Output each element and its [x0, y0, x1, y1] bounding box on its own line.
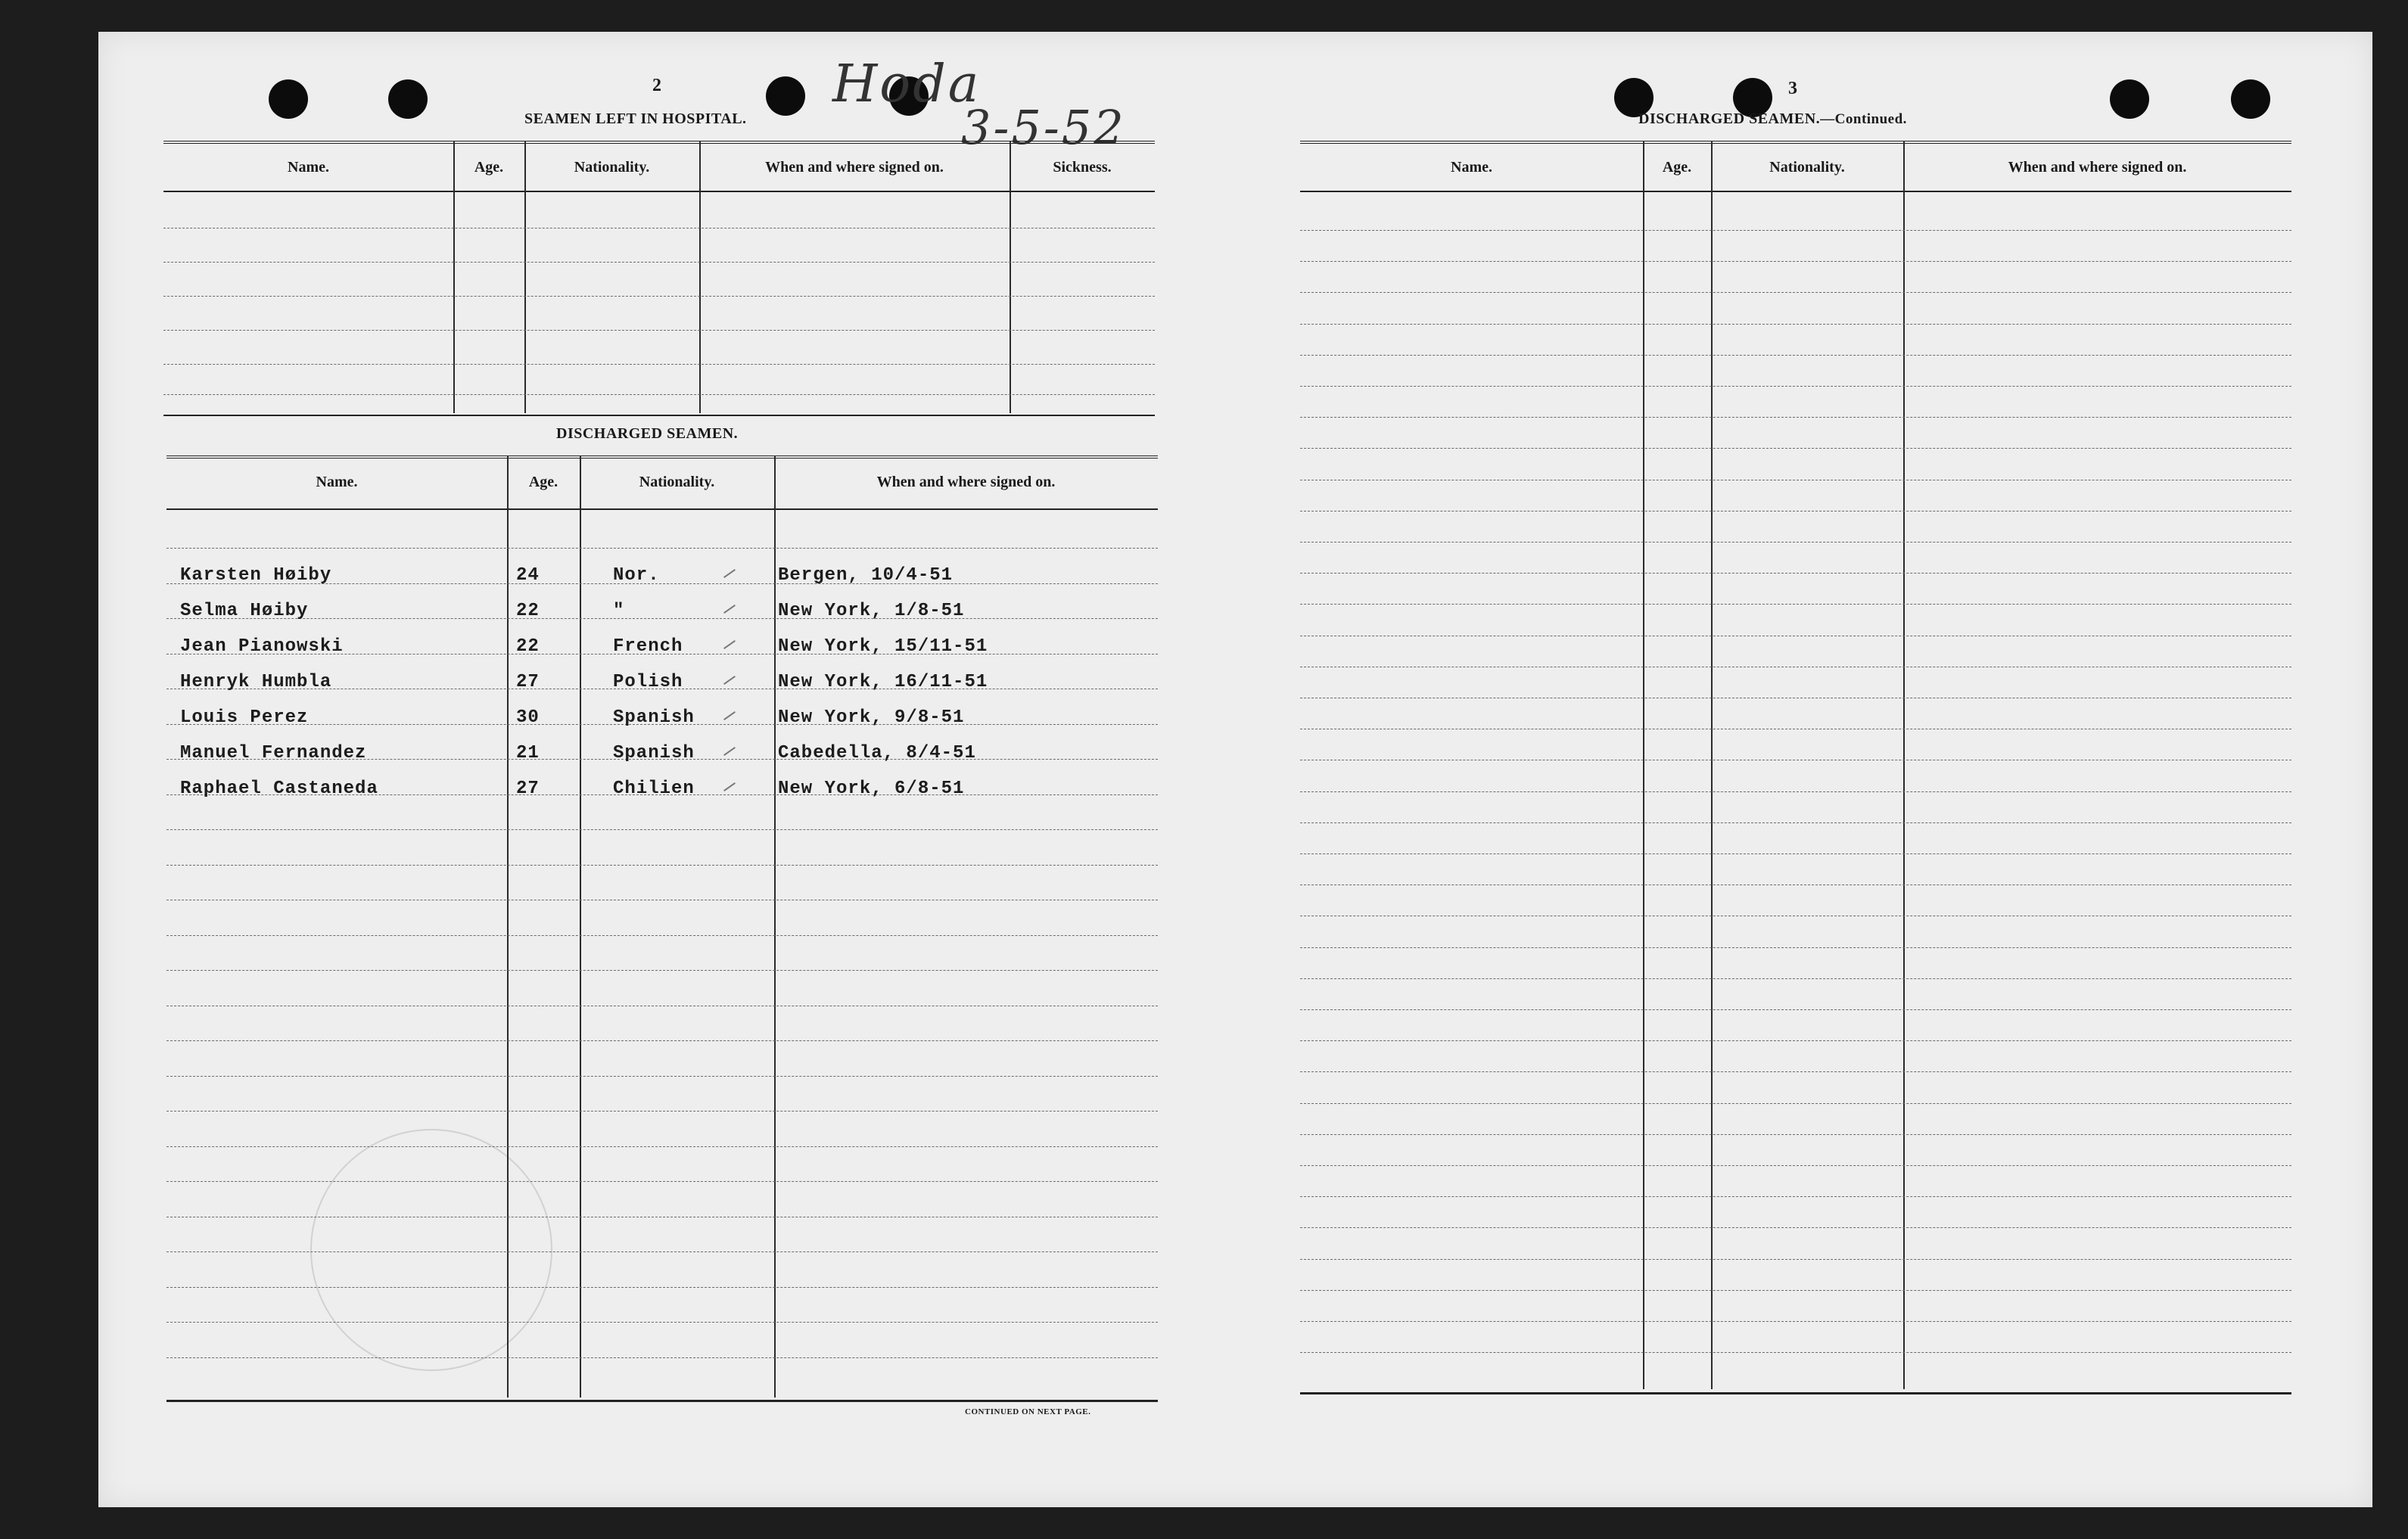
row-rule: [166, 970, 1158, 971]
seaman-name: Louis Perez: [180, 707, 309, 728]
row-rule: [1300, 822, 2291, 823]
header-rule: [1300, 191, 2291, 192]
row-rule: [1300, 604, 2291, 605]
row-rule: [1300, 230, 2291, 231]
row-rule: [166, 829, 1158, 830]
row-rule: [1300, 1103, 2291, 1104]
punch-hole: [2231, 79, 2270, 119]
seaman-name: Raphael Castaneda: [180, 779, 378, 799]
column-divider: [1903, 141, 1905, 1389]
table-bottom-rule: [1300, 1392, 2291, 1394]
row-rule: [1300, 978, 2291, 979]
col-header-signed-on: When and where signed on.: [2008, 159, 2187, 176]
row-rule: [166, 1287, 1158, 1288]
row-rule: [1300, 1259, 2291, 1260]
row-rule: [166, 865, 1158, 866]
seaman-signed-on: New York, 1/8-51: [778, 601, 965, 621]
right-title-main: DISCHARGED SEAMEN.: [1638, 110, 1821, 127]
column-divider: [580, 455, 581, 1398]
header-rule: [163, 191, 1155, 192]
row-rule: [1300, 1227, 2291, 1228]
row-rule: [1300, 1196, 2291, 1197]
row-rule: [166, 618, 1158, 619]
row-rule: [1300, 1009, 2291, 1010]
seaman-nationality: Nor.: [613, 565, 660, 586]
column-divider: [507, 455, 509, 1398]
continued-note: CONTINUED ON NEXT PAGE.: [965, 1407, 1091, 1416]
row-rule: [1300, 947, 2291, 948]
row-rule: [1300, 1352, 2291, 1353]
right-section-title: [1638, 110, 1907, 128]
seaman-signed-on: Bergen, 10/4-51: [778, 565, 954, 586]
col-header-age: Age.: [1662, 159, 1692, 176]
seaman-name: Manuel Fernandez: [180, 743, 367, 763]
row-rule: [1300, 417, 2291, 418]
row-rule: [1300, 324, 2291, 325]
column-divider: [1643, 141, 1644, 1389]
seaman-signed-on: New York, 6/8-51: [778, 779, 965, 799]
row-rule: [1300, 542, 2291, 543]
section-rule: [163, 415, 1155, 416]
row-rule: [1300, 853, 2291, 854]
row-rule: [1300, 1290, 2291, 1291]
col-header-name: Name.: [316, 474, 358, 490]
header-rule: [166, 455, 1158, 459]
column-divider: [699, 141, 701, 413]
page-number-left: 2: [652, 76, 661, 95]
column-divider: [774, 455, 776, 1398]
seaman-signed-on: Cabedella, 8/4-51: [778, 743, 976, 763]
row-rule: [1300, 448, 2291, 449]
seaman-age: 27: [516, 672, 540, 692]
page-number-right: 3: [1788, 79, 1797, 98]
row-rule: [166, 1251, 1158, 1252]
row-rule: [1300, 292, 2291, 293]
seaman-age: 30: [516, 707, 540, 728]
row-rule: [166, 1322, 1158, 1323]
col-header-nationality: Nationality.: [639, 474, 715, 490]
hospital-table: [163, 141, 1155, 413]
column-divider: [524, 141, 526, 413]
row-rule: [166, 548, 1158, 549]
col-header-sickness: Sickness.: [1053, 159, 1112, 176]
row-rule: [1300, 355, 2291, 356]
row-rule: [163, 364, 1155, 365]
punch-hole: [388, 79, 428, 119]
row-rule: [166, 1076, 1158, 1077]
row-rule: [1300, 1134, 2291, 1135]
seaman-name: Jean Pianowski: [180, 636, 344, 657]
row-rule: [163, 228, 1155, 229]
column-divider: [453, 141, 455, 413]
discharged-table-right: [1300, 141, 2291, 1401]
discharged-table-left: [166, 455, 1158, 1401]
seaman-nationality: Spanish: [613, 707, 695, 728]
header-rule: [163, 141, 1155, 144]
col-header-signed-on: When and where signed on.: [765, 159, 944, 176]
right-title-suffix: —Continued.: [1820, 111, 1907, 127]
seaman-signed-on: New York, 9/8-51: [778, 707, 965, 728]
row-rule: [166, 1111, 1158, 1112]
row-rule: [163, 262, 1155, 263]
col-header-nationality: Nationality.: [1769, 159, 1845, 176]
row-rule: [166, 1357, 1158, 1358]
row-rule: [163, 296, 1155, 297]
column-divider: [1711, 141, 1713, 1389]
row-rule: [1300, 1321, 2291, 1322]
col-header-age: Age.: [474, 159, 504, 176]
row-rule: [1300, 1165, 2291, 1166]
row-rule: [1300, 791, 2291, 792]
seaman-nationality: French: [613, 636, 683, 657]
col-header-name: Name.: [1451, 159, 1492, 176]
row-rule: [1300, 1040, 2291, 1041]
seaman-signed-on: New York, 16/11-51: [778, 672, 988, 692]
handwritten-annotation: Hoda: [832, 54, 982, 114]
header-rule: [166, 508, 1158, 510]
row-rule: [166, 1146, 1158, 1147]
seaman-nationality: Polish: [613, 672, 683, 692]
seaman-age: 21: [516, 743, 540, 763]
column-divider: [1010, 141, 1011, 413]
seaman-nationality: ": [613, 601, 625, 621]
row-rule: [1300, 573, 2291, 574]
punch-hole: [269, 79, 308, 119]
row-rule: [166, 1040, 1158, 1041]
row-rule: [1300, 1071, 2291, 1072]
seaman-age: 27: [516, 779, 540, 799]
row-rule: [166, 935, 1158, 936]
col-header-name: Name.: [288, 159, 329, 176]
seaman-name: Selma Høiby: [180, 601, 309, 621]
discharged-section-title: DISCHARGED SEAMEN.: [556, 425, 739, 442]
seaman-name: Henryk Humbla: [180, 672, 332, 692]
col-header-nationality: Nationality.: [574, 159, 650, 176]
seaman-name: Karsten Høiby: [180, 565, 332, 586]
hospital-section-title: SEAMEN LEFT IN HOSPITAL.: [524, 110, 747, 127]
seaman-nationality: Chilien: [613, 779, 695, 799]
seaman-age: 24: [516, 565, 540, 586]
seaman-signed-on: New York, 15/11-51: [778, 636, 988, 657]
row-rule: [1300, 386, 2291, 387]
row-rule: [163, 394, 1155, 395]
row-rule: [163, 330, 1155, 331]
seaman-age: 22: [516, 601, 540, 621]
seaman-nationality: Spanish: [613, 743, 695, 763]
punch-hole: [2110, 79, 2149, 119]
col-header-age: Age.: [528, 474, 558, 490]
punch-hole: [766, 76, 805, 116]
row-rule: [1300, 261, 2291, 262]
header-rule: [1300, 141, 2291, 144]
seaman-age: 22: [516, 636, 540, 657]
document-sheet: [98, 32, 2372, 1507]
table-bottom-rule: [166, 1400, 1158, 1402]
col-header-signed-on: When and where signed on.: [876, 474, 1056, 490]
handwritten-date: 3-5-52: [961, 100, 1126, 155]
row-rule: [166, 1181, 1158, 1182]
